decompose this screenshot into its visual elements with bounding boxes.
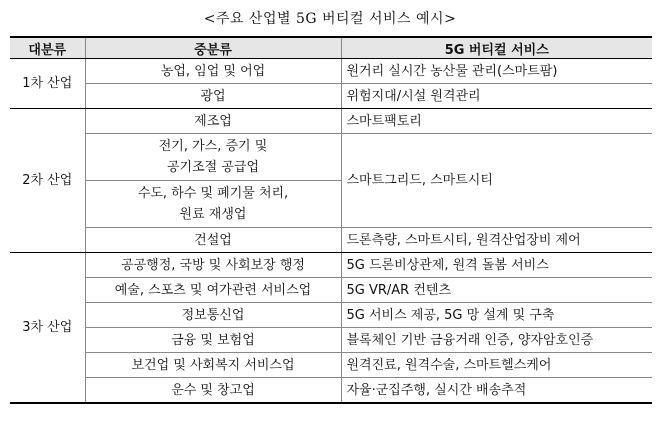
service: 드론측량, 스마트시티, 원격산업장비 제어	[341, 228, 652, 253]
table-row	[10, 253, 652, 278]
category-tertiary: 3차 산업	[10, 253, 85, 404]
sub-category: 공공행정, 국방 및 사회보장 행정	[85, 253, 341, 278]
sub-category-line: 전기, 가스, 증기 및	[158, 139, 268, 154]
sub-category: 운수 및 창고업	[85, 378, 341, 404]
service: 위험지대/시설 원격관리	[341, 84, 652, 109]
header-5g-service: 5G 버티컬 서비스	[341, 37, 652, 59]
service: 블록체인 기반 금융거래 인증, 양자암호인증	[341, 328, 652, 353]
table-row	[10, 109, 652, 134]
sub-category: 광업	[85, 84, 341, 109]
service: 원거리 실시간 농산물 관리(스마트팜)	[341, 59, 652, 84]
service: 스마트그리드, 스마트시티	[341, 134, 652, 228]
sub-category	[85, 134, 341, 181]
service: 5G VR/AR 컨텐츠	[341, 278, 652, 303]
sub-category: 정보통신업	[85, 303, 341, 328]
service: 스마트팩토리	[341, 109, 652, 134]
table-row	[10, 378, 652, 404]
table-row	[10, 278, 652, 303]
service: 5G 드론비상관제, 원격 돌봄 서비스	[341, 253, 652, 278]
service: 원격진료, 원격수술, 스마트헬스케어	[341, 353, 652, 378]
table-row	[10, 84, 652, 109]
sub-category-line: 수도, 하수 및 폐기물 처리,	[137, 186, 289, 201]
category-secondary: 2차 산업	[10, 109, 85, 253]
sub-category-line: 공기조절 공급업	[166, 160, 260, 175]
header-major-category: 대분류	[10, 37, 85, 59]
sub-category: 농업, 임업 및 어업	[85, 59, 341, 84]
table-row	[10, 134, 652, 181]
table-row	[10, 303, 652, 328]
sub-category-line: 원료 재생업	[179, 207, 247, 222]
industry-5g-table	[10, 36, 652, 404]
table-row	[10, 59, 652, 84]
table-row	[10, 228, 652, 253]
header-sub-category: 중분류	[85, 37, 341, 59]
sub-category: 금융 및 보험업	[85, 328, 341, 353]
table-row	[10, 353, 652, 378]
service: 자율·군집주행, 실시간 배송추적	[341, 378, 652, 404]
sub-category: 제조업	[85, 109, 341, 134]
sub-category: 예술, 스포츠 및 여가관련 서비스업	[85, 278, 341, 303]
table-row	[10, 328, 652, 353]
table-header-row	[10, 37, 652, 59]
service: 5G 서비스 제공, 5G 망 설계 및 구축	[341, 303, 652, 328]
sub-category: 건설업	[85, 228, 341, 253]
table-caption: <주요 산업별 5G 버티컬 서비스 예시>	[203, 11, 457, 27]
category-primary: 1차 산업	[10, 59, 85, 109]
sub-category	[85, 181, 341, 228]
sub-category: 보건업 및 사회복지 서비스업	[85, 353, 341, 378]
